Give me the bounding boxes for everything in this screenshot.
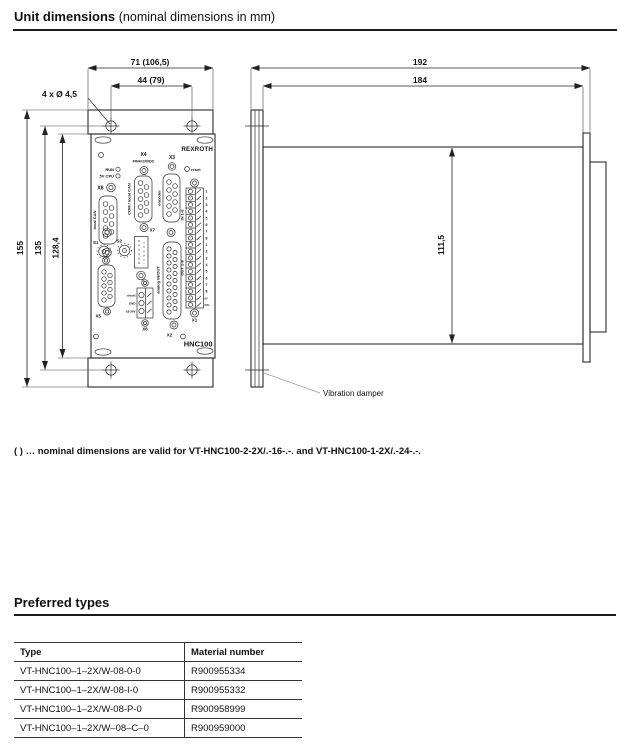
model-label: HNC100 xyxy=(183,339,213,349)
brand-logo: REXROTH xyxy=(181,146,213,153)
fixing-dot xyxy=(181,334,186,339)
side-dimensions xyxy=(251,57,590,343)
screw xyxy=(191,309,199,317)
dim-depth-inner: 184 xyxy=(412,75,428,85)
table-header-row xyxy=(14,643,302,662)
mounting-hole xyxy=(184,362,201,379)
led-5v-label: 5V CPU xyxy=(99,173,114,179)
x5-label: X5 xyxy=(95,313,102,319)
x6-terminal-power: 18-36V xyxy=(125,309,136,314)
front-plate-edge xyxy=(583,133,590,362)
fixing-dot xyxy=(94,334,99,339)
led-run-label: RUN xyxy=(105,167,114,172)
x5-connector xyxy=(98,265,115,307)
section-subtitle: (nominal dimensions in mm) xyxy=(118,10,276,24)
cpu-led xyxy=(116,174,120,178)
x3-label: X3 xyxy=(168,155,176,161)
dim-panel-height: 128,4 xyxy=(50,237,61,259)
screw xyxy=(103,257,110,264)
nominal-dimensions-note: ( ) … nominal dimensions are valid for VT-HNC100-2-2X/.-16-.-. and VT-HNC100-1-2X/.-24-.-. xyxy=(14,446,422,457)
x2-label: X2 xyxy=(166,332,173,338)
type-cell: VT-HNC100–1–2X/W-08-P-0 xyxy=(14,700,185,719)
dim-hole-note: 4 x Ø 4,5 xyxy=(42,89,77,99)
screw xyxy=(140,224,148,232)
section-title: Unit dimensions xyxy=(14,9,116,24)
svg-text:3: 3 xyxy=(205,256,208,261)
dim-depth-outer: 192 xyxy=(412,57,428,67)
vent-slot xyxy=(197,348,213,354)
mounting-hole xyxy=(103,118,120,135)
svg-text:1: 1 xyxy=(205,243,208,247)
encoder-label: encoder xyxy=(156,190,162,206)
side-outline xyxy=(245,110,606,387)
damper-leader-line xyxy=(264,373,320,393)
com-can-connector xyxy=(135,176,153,222)
s2-rotary-switch xyxy=(118,244,132,258)
dim-height: 111,5 xyxy=(436,234,446,256)
hole-leader-line xyxy=(88,98,110,124)
reset-button xyxy=(185,167,190,172)
power-led xyxy=(99,153,104,158)
type-cell: VT-HNC100–1–2X/W-08-0-0 xyxy=(14,662,185,681)
screw xyxy=(142,280,149,287)
screw xyxy=(191,179,199,187)
svg-text:4: 4 xyxy=(205,209,208,214)
x4-note: PIN4=24VDC xyxy=(132,159,155,164)
screw xyxy=(170,321,178,329)
svg-text:1: 1 xyxy=(205,189,208,194)
side-view xyxy=(245,57,606,398)
table-row xyxy=(14,700,302,719)
dim-height-outer: 155 xyxy=(15,240,25,256)
svg-text:0V: 0V xyxy=(204,297,208,301)
analog-io-connector xyxy=(163,242,181,319)
table-row xyxy=(14,681,302,700)
page-title xyxy=(14,9,275,24)
front-panel-components xyxy=(92,146,213,349)
preferred-types-table xyxy=(14,642,302,738)
x4-label: X4 xyxy=(140,152,147,158)
svg-text:24V: 24V xyxy=(204,304,210,307)
svg-text:4: 4 xyxy=(205,263,208,267)
svg-text:8: 8 xyxy=(205,289,208,294)
title-rule xyxy=(13,29,617,31)
out-group-label: OUT 1-8 xyxy=(179,260,185,276)
reset-label: reset xyxy=(191,167,201,172)
svg-text:3: 3 xyxy=(205,203,208,207)
front-dimensions xyxy=(15,57,213,387)
dimension-drawing xyxy=(0,55,620,407)
damper-label: Vibration damper xyxy=(323,389,384,398)
housing-body xyxy=(263,147,583,344)
s1-label: S1 xyxy=(93,240,99,245)
dim-hole-spacing: 44 (79) xyxy=(137,75,165,85)
x6-terminal-gnd: GND xyxy=(128,301,136,306)
x7-label: X7 xyxy=(149,227,156,233)
type-cell: VT-HNC100–1–2X/W–08–C–0 xyxy=(14,719,185,738)
svg-text:5: 5 xyxy=(205,216,208,221)
vent-slot xyxy=(95,137,111,143)
svg-text:2: 2 xyxy=(205,196,208,201)
x1-terminal-strip xyxy=(186,188,204,308)
table-row xyxy=(14,662,302,681)
com-local-can-label: COM / local CAN xyxy=(126,183,132,215)
col-header-material: Material number xyxy=(191,646,265,658)
svg-text:8: 8 xyxy=(205,236,208,241)
encoder-connector xyxy=(163,174,180,222)
vent-slot xyxy=(197,137,213,143)
run-led xyxy=(116,167,120,171)
screw xyxy=(142,320,149,327)
material-cell: R900955334 xyxy=(191,665,246,677)
dim-hole-spacing-v: 135 xyxy=(33,240,43,256)
x6-label: X6 xyxy=(142,326,148,332)
connector-protrusion xyxy=(590,162,606,332)
x1-pin-numbers xyxy=(205,190,210,307)
s2-label: S2 xyxy=(116,238,123,244)
svg-text:7: 7 xyxy=(205,283,208,287)
x6-terminal-shield: shield xyxy=(126,293,136,298)
x7-connector xyxy=(135,237,149,269)
preferred-types-heading: Preferred types xyxy=(14,595,110,610)
local-can-label: local CAN xyxy=(92,210,97,230)
screw xyxy=(167,229,175,237)
material-cell: R900955332 xyxy=(191,684,246,696)
svg-text:2: 2 xyxy=(205,249,208,254)
dim-width-outer: 71 (106,5) xyxy=(130,57,170,67)
screw xyxy=(107,183,116,192)
mounting-hole xyxy=(103,362,120,379)
vent-slot xyxy=(95,349,111,355)
svg-text:6: 6 xyxy=(205,223,208,227)
mounting-rail xyxy=(251,110,263,387)
col-header-type: Type xyxy=(14,643,185,662)
screw xyxy=(168,163,176,171)
material-cell: R900958999 xyxy=(191,703,246,715)
svg-text:7: 7 xyxy=(205,229,208,234)
screw xyxy=(140,167,148,175)
svg-text:5: 5 xyxy=(205,269,208,274)
in-group-label: IN 1-8 xyxy=(179,209,185,221)
front-view xyxy=(15,57,215,387)
material-cell: R900959000 xyxy=(191,722,246,734)
screw xyxy=(137,271,146,280)
screw xyxy=(104,308,111,315)
x8-label: X8 xyxy=(97,185,104,192)
preferred-types-rule xyxy=(14,614,616,616)
x6-terminal-block xyxy=(137,288,153,318)
analog-io-label: analog IN/OUT xyxy=(155,266,161,294)
type-cell: VT-HNC100–1–2X/W-08-I-0 xyxy=(14,681,185,700)
x1-label: X1 xyxy=(191,317,198,323)
mounting-hole xyxy=(184,118,201,135)
svg-text:6: 6 xyxy=(205,276,208,281)
table-row xyxy=(14,719,302,738)
